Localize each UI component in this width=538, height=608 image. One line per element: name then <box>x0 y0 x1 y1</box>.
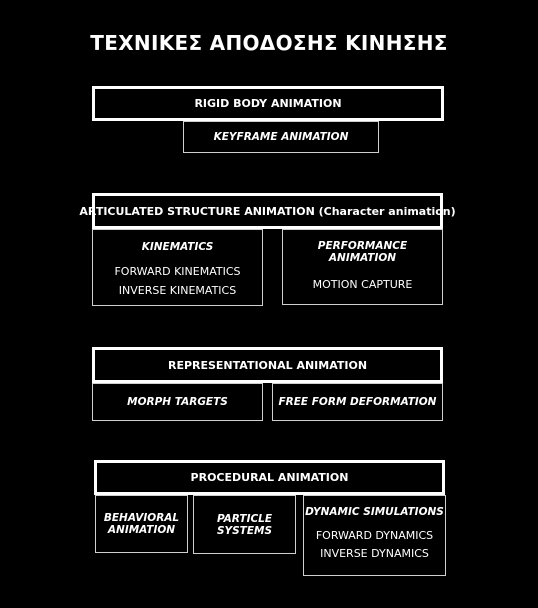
articulated-header: ARTICULATED STRUCTURE ANIMATION (Character animation) <box>92 193 443 229</box>
list-item: MOTION CAPTURE <box>312 278 413 291</box>
kinematics-title: KINEMATICS <box>141 241 214 253</box>
rigid-body-header: RIGID BODY ANIMATION <box>92 86 444 121</box>
performance-title: PERFORMANCE ANIMATION <box>317 240 408 264</box>
keyframe-label: KEYFRAME ANIMATION <box>213 131 349 143</box>
list-item: INVERSE KINEMATICS <box>118 284 237 297</box>
performance-list <box>283 275 442 294</box>
morph-box <box>92 383 263 421</box>
performance-box <box>282 229 443 305</box>
morph-label: MORPH TARGETS <box>127 396 228 408</box>
diagram-title: ΤΕΧΝΙΚΕΣ ΑΠΟΔΟΣΗΣ ΚΙΝΗΣΗΣ <box>90 31 448 55</box>
keyframe-box <box>183 121 379 153</box>
kinematics-list <box>93 262 262 300</box>
list-item: INVERSE DYNAMICS <box>320 547 429 560</box>
behavioral-label-line1: BEHAVIORAL <box>103 512 180 524</box>
particle-label-line1: PARTICLE <box>216 512 273 525</box>
ffd-box <box>272 383 443 421</box>
representational-header: REPRESENTATIONAL ANIMATION <box>92 347 443 383</box>
particle-box <box>193 495 296 554</box>
dynamic-list <box>304 527 445 563</box>
list-item: FORWARD KINEMATICS <box>114 265 241 278</box>
behavioral-box <box>95 495 188 553</box>
particle-label-line2: SYSTEMS <box>216 524 273 537</box>
ffd-label: FREE FORM DEFORMATION <box>278 396 437 408</box>
kinematics-box <box>92 229 263 306</box>
dynamic-box <box>303 495 446 576</box>
behavioral-label-line2: ANIMATION <box>107 524 176 536</box>
procedural-header: PROCEDURAL ANIMATION <box>94 460 445 495</box>
dynamic-title: DYNAMIC SIMULATIONS <box>305 506 444 518</box>
list-item: FORWARD DYNAMICS <box>315 529 434 542</box>
